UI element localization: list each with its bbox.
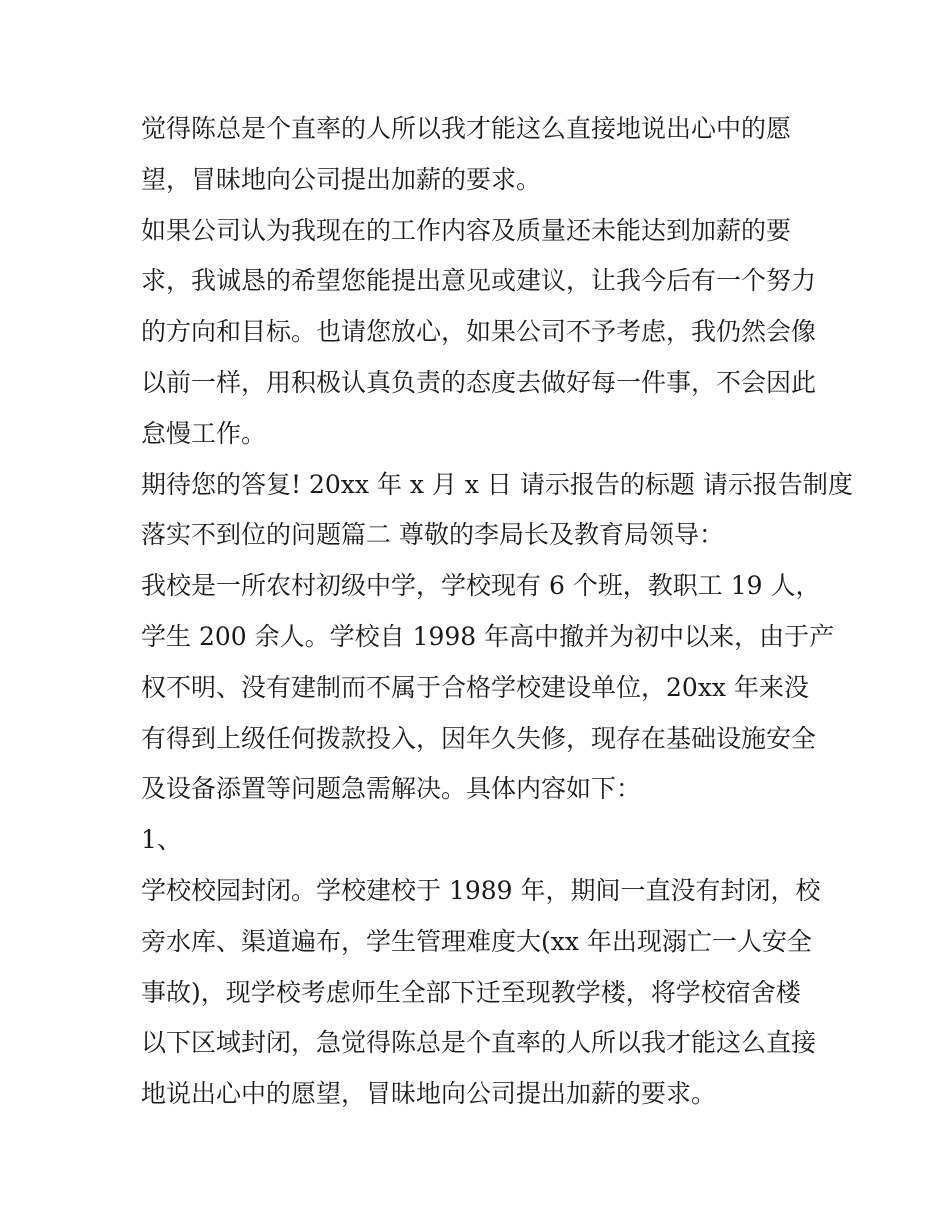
text-line: 旁水库、渠道遍布，学生管理难度大(xx 年出现溺亡一人安全 (141, 926, 812, 956)
text-line: 我校是一所农村初级中学，学校现有 6 个班，教职工 19 人， (141, 571, 821, 601)
text-line: 权不明、没有建制而不属于合格学校建设单位，20xx 年来没 (141, 672, 809, 702)
text-line: 学生 200 余人。学校自 1998 年高中撤并为初中以来，由于产 (141, 621, 835, 651)
text-line: 的方向和目标。也请您放心，如果公司不予考虑，我仍然会像 (141, 317, 817, 347)
text-line: 求，我诚恳的希望您能提出意见或建议，让我今后有一个努力 (141, 266, 817, 296)
text-line: 及设备添置等问题急需解决。具体内容如下： (141, 774, 642, 804)
text-line: 落实不到位的问题篇二 尊敬的李局长及教育局领导： (141, 520, 724, 550)
list-number: 1、 (141, 825, 182, 855)
text-line: 事故)，现学校考虑师生全部下迁至现教学楼，将学校宿舍楼 (141, 977, 801, 1007)
text-line: 地说出心中的愿望，冒昧地向公司提出加薪的要求。 (141, 1079, 717, 1109)
text-line: 有得到上级任何拨款投入，因年久失修，现存在基础设施安全 (141, 723, 817, 753)
text-line: 以前一样，用积极认真负责的态度去做好每一件事，不会因此 (141, 367, 817, 397)
text-line: 望，冒昧地向公司提出加薪的要求。 (141, 164, 542, 194)
text-line: 如果公司认为我现在的工作内容及质量还未能达到加薪的要 (141, 215, 792, 245)
text-line: 期待您的答复! 20xx 年 x 月 x 日 请示报告的标题 请示报告制度 (141, 469, 853, 499)
text-line: 学校校园封闭。学校建校于 1989 年，期间一直没有封闭，校 (141, 875, 821, 905)
text-line: 以下区域封闭，急觉得陈总是个直率的人所以我才能这么直接 (141, 1028, 817, 1058)
text-line: 觉得陈总是个直率的人所以我才能这么直接地说出心中的愿 (141, 114, 792, 143)
body-text (141, 104, 853, 1120)
text-line: 怠慢工作。 (141, 418, 267, 448)
